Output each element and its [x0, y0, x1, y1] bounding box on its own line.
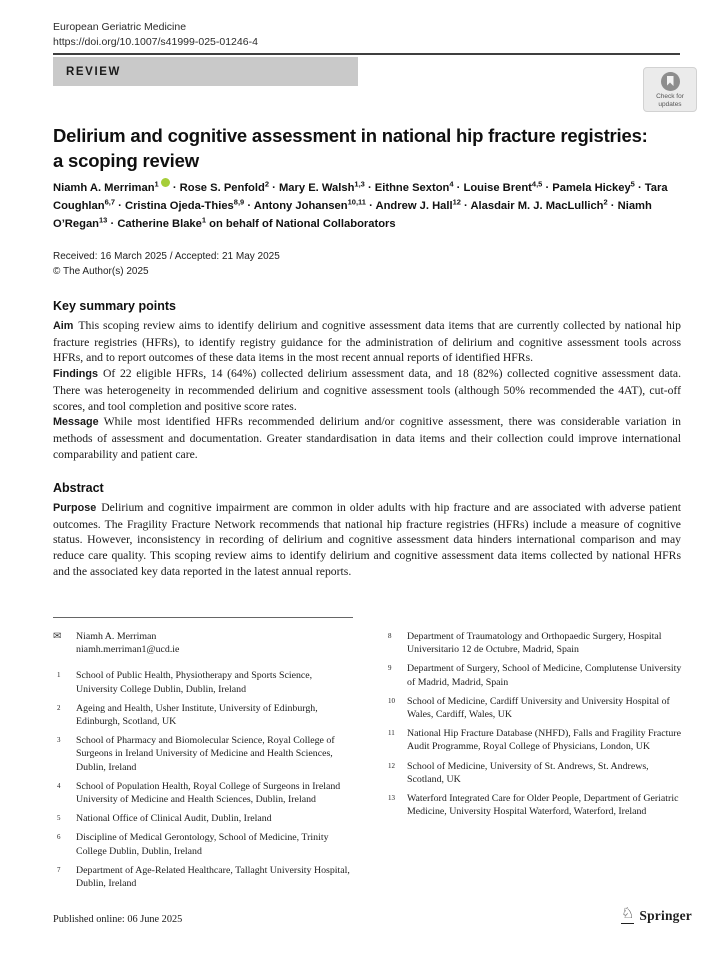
check-for-updates-button[interactable] — [643, 67, 697, 112]
footnotes-left-column — [53, 630, 352, 896]
affiliation-item: 10 School of Medicine, Cardiff University and University Hospital of Wales, Cardiff, Wales, UK — [388, 695, 670, 721]
abstract-heading: Abstract — [53, 481, 104, 495]
labelled-paragraph: Message While most identified HFRs recommended delirium and/or cognitive assessment, there was considerable variation in methods of assessment and documentation. Greater standardisation in data items and their collection could improve international comparability and patient care. — [53, 415, 681, 461]
footnotes-area — [53, 630, 683, 896]
labelled-paragraph: Purpose Delirium and cognitive impairment are common in older adults with hip fracture and are associated with adverse patient outcomes. The Fragility Fracture Network recommends that national hip fracture registries (HFRs) include a measure of cognitive status. However, inconsistency in recording of delirium and cognitive assessment data hinders international comparison and may reduce care quality. This scoping review aims to identify delirium and cognitive assessment data items collected by national HFRs and the associated key data reported in the latest annual reports. — [53, 501, 681, 578]
author-name: Catherine Blake$^1$ on behalf of National Collaborators — [117, 215, 396, 230]
author-name: Niamh O’Regan$^{13}$ — [53, 200, 652, 230]
affiliation-item: 8 Department of Traumatology and Orthopaedic Surgery, Hospital Universitario 12 de Octubre, Madrid, Spain — [388, 631, 662, 656]
author-name: Tara Coughlan$^{6,7}$ — [53, 182, 668, 212]
journal-name: European Geriatric Medicine — [53, 21, 187, 33]
orcid-icon[interactable] — [161, 178, 170, 187]
correspondence-name: Niamh A. Merriman — [76, 631, 157, 642]
affiliation-item: 13 Waterford Integrated Care for Older People, Department of Geriatric Medicine, University Hospital Waterford, Waterford, Ireland — [388, 793, 679, 818]
article-type-banner: REVIEW — [53, 57, 358, 86]
header-rule — [53, 53, 680, 55]
paragraph-label: Purpose — [53, 502, 97, 514]
labelled-paragraph: Findings Of 22 eligible HFRs, 14 (64%) collected delirium assessment data, and 18 (82%) collected cognitive assessment data. There was heterogeneity in recommended delirium and cognitive assessment tools (although 50% recommended the 4AT), cut-off scores, and tool completion and positive score rates. — [53, 367, 681, 413]
labelled-paragraph: Aim This scoping review aims to identify delirium and cognitive assessment data items that are currently collected by national hip fracture registries (HFRs), to identify registry guidance for the administration of delirium and cognitive assessment tools across HFRs, and to report outcomes of these data items in the most recent annual reports of identified HFRs. — [53, 319, 681, 365]
springer-knight-icon: ♘ — [620, 906, 635, 922]
affiliation-item: 7 Department of Age-Related Healthcare, Tallaght University Hospital, Dublin, Ireland — [57, 864, 350, 890]
doi-link[interactable]: https://doi.org/10.1007/s41999-025-01246-4 — [53, 36, 258, 48]
affiliation-item: 5 National Office of Clinical Audit, Dublin, Ireland — [57, 813, 272, 825]
affiliation-item: 2 Ageing and Health, Usher Institute, University of Edinburgh, Edinburgh, Scotland, UK — [57, 702, 318, 728]
author-name: Eithne Sexton$^4$ — [374, 179, 454, 194]
affiliation-item: 3 School of Pharmacy and Biomolecular Science, Royal College of Surgeons in Ireland University of Medicine and Health Sciences, Dublin, Ireland — [57, 735, 335, 773]
springer-logo-text: Springer — [639, 907, 692, 923]
dates-block — [53, 250, 280, 279]
footnotes-right-column — [384, 630, 683, 896]
paragraph-label: Findings — [53, 368, 98, 381]
affiliation-item: 4 School of Population Health, Royal College of Surgeons in Ireland University of Medicine and Health Sciences, Dublin, Ireland — [57, 780, 341, 806]
author-name: Alasdair M. J. MacLullich$^2$ — [470, 197, 608, 212]
author-name: Mary E. Walsh$^{1,3}$ — [278, 179, 365, 194]
check-for-updates-icon — [661, 72, 680, 91]
author-name: Niamh A. Merriman$^1$ — [53, 182, 170, 194]
paragraph-label: Aim — [53, 320, 74, 332]
author-name: Andrew J. Hall$^{12}$ — [375, 197, 461, 212]
key-summary-section — [53, 299, 681, 462]
author-list: Niamh A. Merriman$^1$ · Rose S. Penfold$^2$ · Mary E. Walsh$^{1,3}$ · Eithne Sexton$^4$ · Louise Brent$^{4,5}$ · Pamela Hickey$^5$ · Tara Coughlan$^{6,7}$ · Cristina Ojeda-Thies$^{8,9}$ · Antony Johansen$^{10,11}$ · Andrew J. Hall$^{12}$ · Alasdair M. J. MacLullich$^2$ · Niamh O’Regan$^{13}$ · Catherine Blake$^1$ on behalf of National Collaborators — [53, 179, 668, 230]
author-name: Cristina Ojeda-Thies$^{8,9}$ — [124, 197, 245, 212]
affiliation-item: 12 School of Medicine, University of St. Andrews, St. Andrews, Scotland, UK — [388, 760, 649, 785]
affiliation-item: 6 Discipline of Medical Gerontology, School of Medicine, Trinity College Dublin, Dublin, Ireland — [57, 832, 329, 857]
copyright: © The Author(s) 2025 — [53, 265, 149, 277]
key-summary-paragraphs — [53, 318, 681, 462]
affiliation-item: 9 Department of Surgery, School of Medicine, Complutense University of Madrid, Madrid, Spain — [388, 663, 682, 688]
footnote-rule — [53, 617, 353, 618]
envelope-icon: ✉ — [53, 631, 62, 642]
check-for-updates-label: Check for updates — [656, 93, 684, 108]
key-summary-heading: Key summary points — [53, 299, 176, 313]
correspondence-block — [53, 630, 352, 656]
springer-logo — [621, 907, 692, 924]
affiliation-item: 1 School of Public Health, Physiotherapy and Sports Science, University College Dublin, Dublin, Ireland — [57, 670, 313, 695]
received-accepted: Received: 16 March 2025 / Accepted: 21 May 2025 — [53, 251, 280, 262]
published-online: Published online: 06 June 2025 — [53, 914, 183, 925]
affiliation-item: 11 National Hip Fracture Database (NHFD), Falls and Fragility Fracture Audit Programme, Royal College of Physicians, London, UK — [388, 728, 681, 753]
paragraph-label: Message — [53, 416, 99, 429]
affiliations-left — [53, 669, 352, 890]
article-title: Delirium and cognitive assessment in national hip fracture registries: a scoping review — [53, 125, 648, 172]
author-name: Louise Brent$^{4,5}$ — [463, 179, 543, 194]
author-name: Antony Johansen$^{10,11}$ — [253, 197, 366, 212]
author-name: Rose S. Penfold$^2$ — [179, 179, 270, 194]
abstract-section — [53, 481, 681, 580]
affiliations-right — [384, 630, 683, 818]
correspondence-email[interactable]: niamh.merriman1@ucd.ie — [76, 644, 180, 656]
author-name: Pamela Hickey$^5$ — [552, 179, 635, 194]
abstract-paragraphs — [53, 500, 681, 580]
